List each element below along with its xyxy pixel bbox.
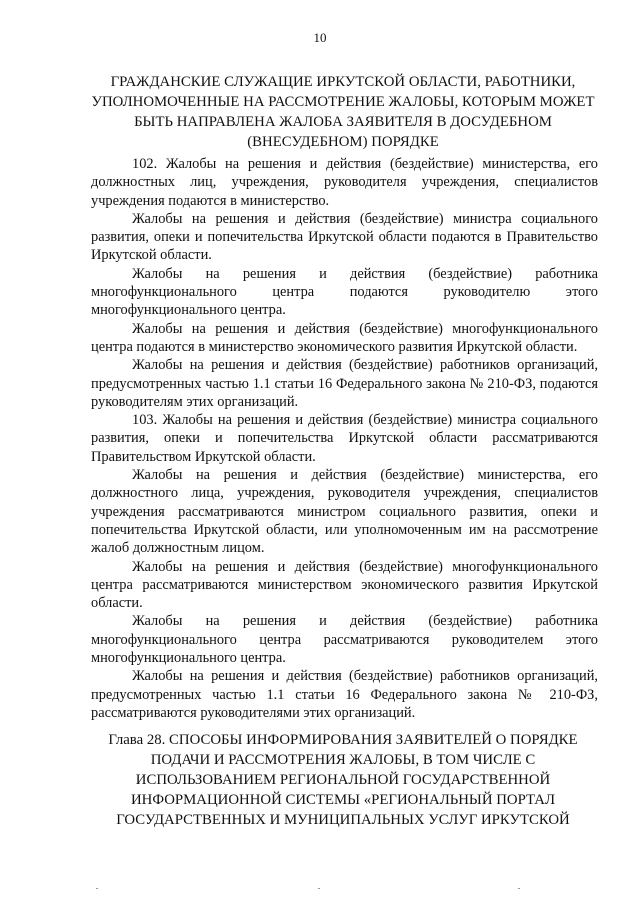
chapter-heading: Глава 28. СПОСОБЫ ИНФОРМИРОВАНИЯ ЗАЯВИТЕЛЕЙ О ПОРЯДКЕ ПОДАЧИ И РАССМОТРЕНИЯ ЖАЛОБЫ, В ТОМ ЧИСЛЕ С ИСПОЛЬЗОВАНИЕМ РЕГИОНАЛЬНОЙ ГОСУДАРСТВЕННОЙ ИНФОРМАЦИОННОЙ СИСТЕМЫ «РЕГИОНАЛЬНЫЙ ПОРТАЛ ГОСУДАРСТВЕННЫХ И МУНИЦИПАЛЬНЫХ УСЛУГ ИРКУТСКОЙ (108, 732, 578, 828)
page-number: 10 (313, 30, 327, 45)
paragraph: Жалобы на решения и действия (бездействие) работника многофункционального центра рассматриваются руководителем этого многофункционального центра. (91, 613, 598, 667)
scan-dot (518, 888, 520, 889)
paragraph: Жалобы на решения и действия (бездействие) министерства, его должностного лица, учреждения, руководителя учреждения, специалистов учреждения рассматриваются министром социального развития, опеки и попечительства Иркутской области, или уполномоченным им на рассмотрение жалоб должностным лицом. (91, 467, 598, 557)
paragraph: Жалобы на решения и действия (бездействие) многофункционального центра рассматриваются министерством экономического развития Иркутской области. (91, 558, 598, 612)
paragraph: Жалобы на решения и действия (бездействие) работников организаций, предусмотренных частью 1.1 статьи 16 Федерального закона № 210-ФЗ, подаются руководителям этих организаций. (91, 357, 598, 410)
scan-dot (318, 888, 320, 889)
scan-dot (96, 888, 98, 889)
paragraph: Жалобы на решения и действия (бездействие) работников организаций, предусмотренных частью 1.1 статьи 16 Федерального закона № 210-ФЗ, рассматриваются руководителями этих организаций. (91, 668, 598, 721)
section-heading: ГРАЖДАНСКИЕ СЛУЖАЩИЕ ИРКУТСКОЙ ОБЛАСТИ, РАБОТНИКИ, УПОЛНОМОЧЕННЫЕ НА РАССМОТРЕНИЕ ЖАЛОБЫ, КОТОРЫМ МОЖЕТ БЫТЬ НАПРАВЛЕНА ЖАЛОБА ЗАЯВИТЕЛЯ В ДОСУДЕБНОМ (ВНЕСУДЕБНОМ) ПОРЯДКЕ (91, 74, 595, 150)
scan-marks (0, 888, 640, 896)
paragraph: Жалобы на решения и действия (бездействие) многофункционального центра подаются в министерство экономического развития Иркутской области. (91, 320, 598, 355)
paragraph: Жалобы на решения и действия (бездействие) работника многофункционального центра подаются руководителю этого многофункционального центра. (91, 265, 598, 319)
document-body (91, 155, 598, 722)
paragraph-103: 103. Жалобы на решения и действия (бездействие) министра социального развития, опеки и попечительства Иркутской области рассматриваются Правительством Иркутской области. (91, 412, 598, 465)
paragraph-102: 102. Жалобы на решения и действия (бездействие) министерства, его должностных лиц, учреждения, руководителя учреждения, специалистов учреждения подаются в министерство. (91, 156, 598, 209)
paragraph: Жалобы на решения и действия (бездействие) министра социального развития, опеки и попечительства Иркутской области подаются в Правительство Иркутской области. (91, 210, 598, 264)
